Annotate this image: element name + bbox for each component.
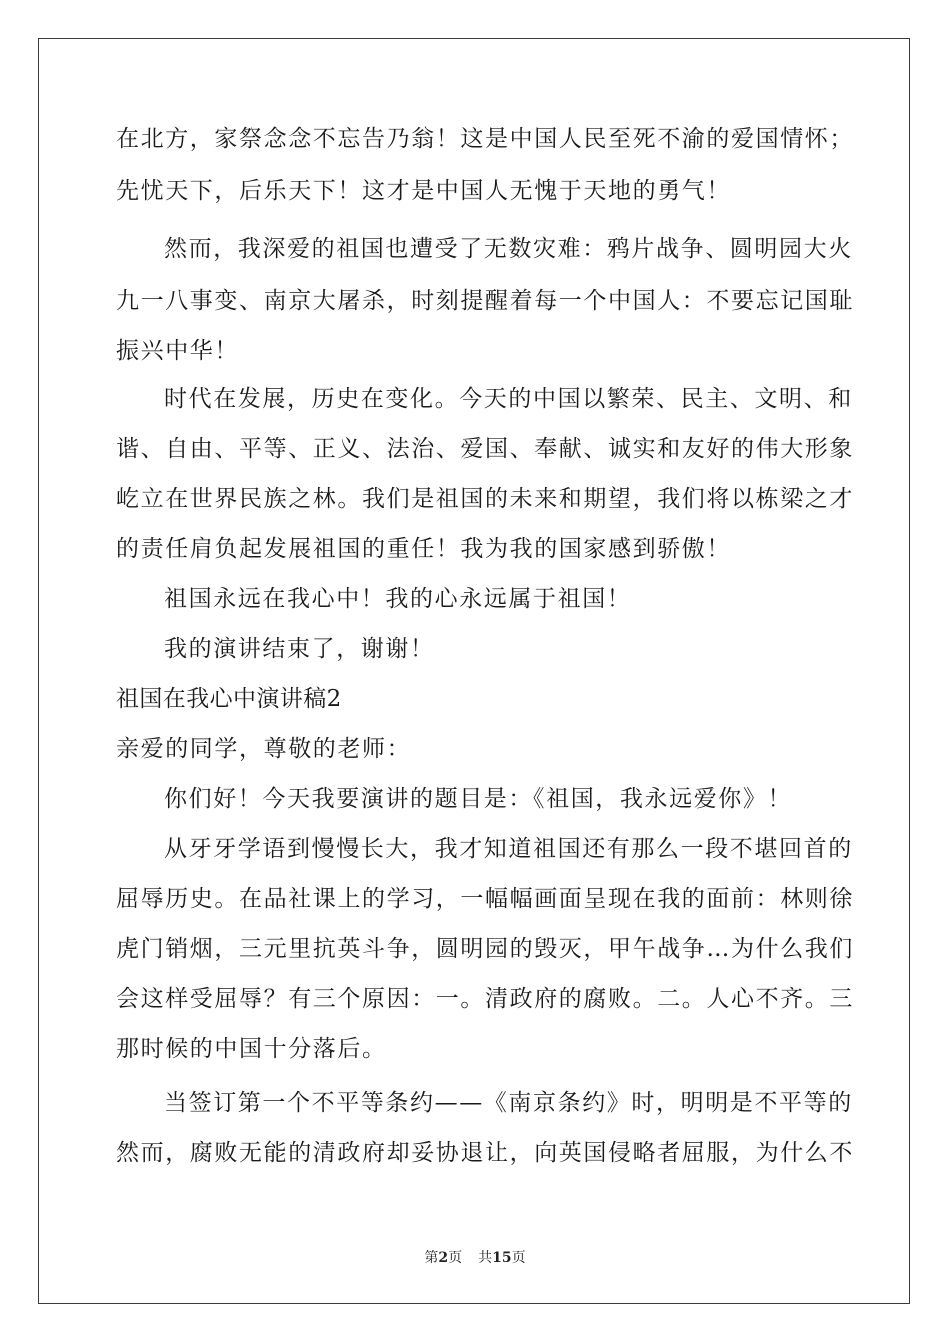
text-line: 谐、自由、平等、正义、法治、爱国、奉献、诚实和友好的伟大形象: [116, 436, 854, 462]
total-prefix: 共: [478, 1250, 493, 1266]
salutation: 亲爱的同学，尊敬的老师：: [116, 736, 412, 762]
text-line: 在北方，家祭念念不忘告乃翁！这是中国人民至死不渝的爱国情怀；: [116, 126, 854, 152]
page-prefix: 第: [424, 1250, 439, 1266]
paragraph-start: 时代在发展，历史在变化。今天的中国以繁荣、民主、文明、和: [164, 386, 853, 412]
paragraph-start: 祖国永远在我心中！我的心永远属于祖国！: [164, 586, 632, 612]
paragraph-start: 当签订第一个不平等条约——《南京条约》时，明明是不平等的: [164, 1090, 853, 1116]
text-line: 九一八事变、南京大屠杀，时刻提醒着每一个中国人：不要忘记国耻: [116, 288, 854, 314]
paragraph-start: 然而，我深爱的祖国也遭受了无数灾难：鸦片战争、圆明园大火: [164, 236, 853, 262]
text-line: 屈辱历史。在品社课上的学习，一幅幅画面呈现在我的面前：林则徐: [116, 886, 854, 912]
page-number: 2: [438, 1250, 449, 1266]
text-line: 先忧天下，后乐天下！这才是中国人无愧于天地的勇气！: [116, 178, 731, 204]
total-pages: 15: [492, 1250, 512, 1266]
paragraph-start: 你们好！今天我要演讲的题目是：《祖国，我永远爱你》！: [164, 786, 793, 812]
paragraph-start: 从牙牙学语到慢慢长大，我才知道祖国还有那么一段不堪回首的: [164, 836, 853, 862]
text-line: 那时候的中国十分落后。: [116, 1036, 387, 1062]
text-line: 屹立在世界民族之林。我们是祖国的未来和期望，我们将以栋梁之才: [116, 486, 854, 512]
paragraph-start: 我的演讲结束了，谢谢！: [164, 636, 435, 662]
text-line: 虎门销烟，三元里抗英斗争，圆明园的毁灭，甲午战争…为什么我们: [116, 936, 854, 962]
total-suffix: 页: [511, 1250, 526, 1266]
text-line: 的责任肩负起发展祖国的重任！我为我的国家感到骄傲！: [116, 536, 731, 562]
page-suffix: 页: [448, 1250, 463, 1266]
text-line: 振兴中华！: [116, 338, 239, 364]
text-line: 然而，腐败无能的清政府却妥协退让，向英国侵略者屈服，为什么不: [116, 1140, 854, 1166]
text-line: 会这样受屈辱？有三个原因：一。清政府的腐败。二。人心不齐。三: [116, 986, 854, 1012]
page-footer: [0, 1249, 950, 1267]
section-heading: 祖国在我心中演讲稿2: [116, 686, 342, 712]
